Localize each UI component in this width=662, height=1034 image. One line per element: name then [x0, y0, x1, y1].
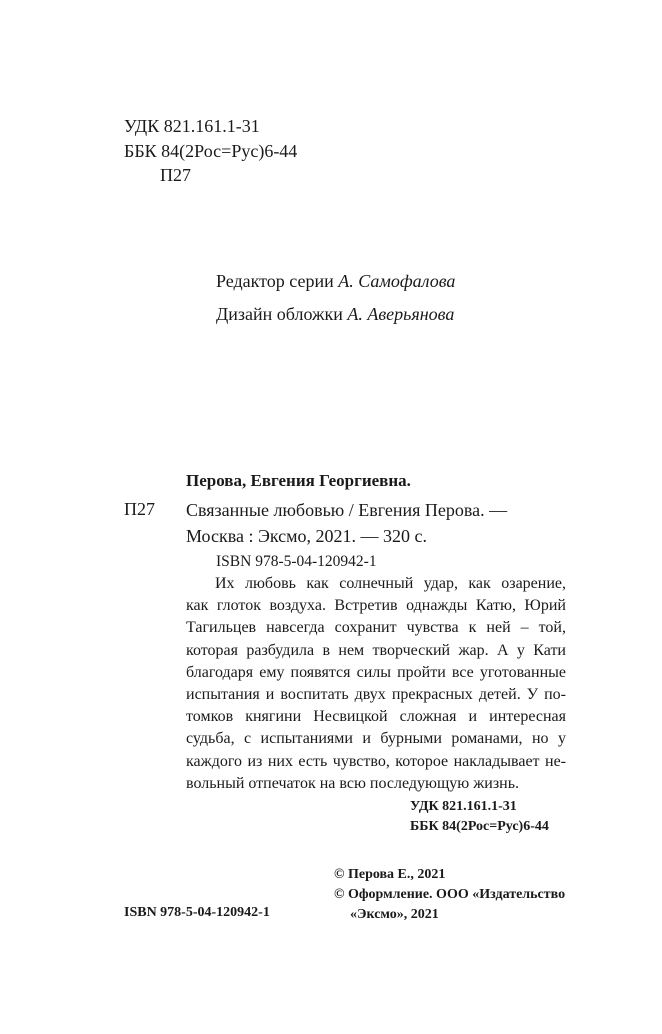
annotation-line: каждого из них есть чувство, которое накладывает не-: [186, 752, 566, 770]
annotation-line: Тагильцев навсегда сохранит чувства к ней – той,: [186, 619, 566, 637]
copyright-block: [334, 865, 565, 925]
copyright-design-cont: «Эксмо», 2021: [350, 907, 439, 922]
top-classification-codes: [124, 114, 297, 188]
cover-design-credit: [216, 304, 454, 325]
annotation-line: как глоток воздуха. Встретив однажды Катю, Юрий: [186, 597, 566, 615]
book-title-line: Связанные любовью / Евгения Перова. —: [186, 500, 508, 520]
cover-design-name: А. Аверьянова: [347, 304, 455, 324]
udk-code: УДК 821.161.1-31: [124, 116, 260, 136]
copyright-design: © Оформление. ООО «Издательство: [334, 887, 566, 902]
book-annotation: [186, 573, 566, 795]
annotation-line: Их любовь как солнечный удар, как озарение,: [215, 575, 566, 592]
publisher-line: Москва : Эксмо, 2021. — 320 с.: [186, 526, 428, 546]
author-mark: П27: [160, 165, 191, 185]
annotation-line: испытания и воспитать двух прекрасных детей. У по-: [186, 685, 566, 703]
bottom-classification-codes: [410, 797, 549, 837]
book-isbn: ISBN 978-5-04-120942-1: [216, 553, 377, 570]
cover-design-label: Дизайн обложки: [216, 304, 343, 324]
bottom-udk-code: УДК 821.161.1-31: [410, 799, 517, 814]
bibliographic-description: [186, 497, 507, 549]
series-editor-credit: [216, 271, 455, 292]
annotation-line: вольный отпечаток на всю последующую жизнь.: [186, 774, 520, 792]
series-editor-label: Редактор серии: [216, 271, 334, 291]
bottom-bbk-code: ББК 84(2Рос=Рус)6-44: [410, 819, 549, 834]
annotation-line: благодаря ему появятся силы пройти все уготованные: [186, 663, 566, 681]
annotation-line: судьба, с испытаниями и бурными романами, но у: [186, 730, 566, 748]
footer-isbn: ISBN 978-5-04-120942-1: [124, 905, 270, 920]
bbk-code: ББК 84(2Рос=Рус)6-44: [124, 140, 298, 161]
annotation-line: томков княгини Несвицкой сложная и интересная: [186, 708, 566, 726]
series-editor-name: А. Самофалова: [338, 271, 456, 291]
annotation-line: которая разбудила в нем творческий жар. А у Кати: [186, 641, 566, 659]
biblio-author-mark: П27: [124, 499, 155, 519]
book-author: Перова, Евгения Георгиевна.: [186, 471, 411, 490]
copyright-author: © Перова Е., 2021: [334, 867, 446, 882]
